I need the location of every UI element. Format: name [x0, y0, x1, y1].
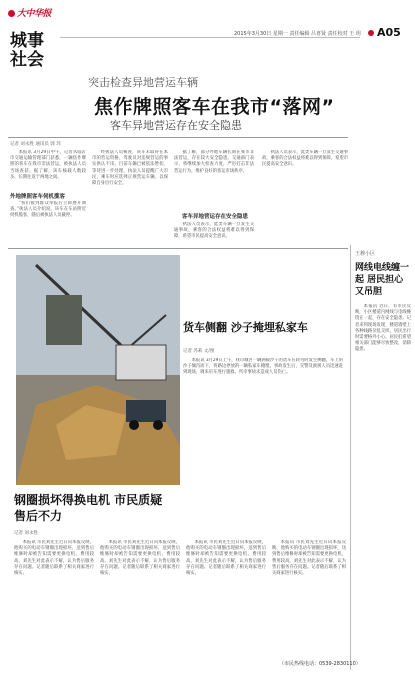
lead-column-1: 本报讯 3月29日中午，记者从临沂市交通运输管理部门获悉，一辆焦作牌照的客车在我市非法营运，被执法人员当场查获。据了解，该车核载人数较多，长期往返于两地之间。: [10, 150, 86, 180]
bottom-byline: 记者 刘永胜: [14, 531, 38, 536]
bottom-hotline: （市民热线电话：0539-2830110）: [279, 661, 361, 667]
bottom-column-3: 本报讯 市民刘先生近日向本报反映，他购买的电动车钢圈出现损坏，送到售后维修时却被告知需要更换电机，费用较高。刘先生对此表示不解，认为售后服务存在问题。记者随后联系了相关商家进行核实。: [186, 540, 266, 577]
bottom-column-1: 本报讯 市民刘先生近日向本报反映，他购买的电动车钢圈出现损坏，送到售后维修时却被告知需要更换电机，费用较高。刘先生对此表示不解，认为售后服务存在问题。记者随后联系了相关商家进行核实。: [14, 540, 94, 577]
logo-mark-icon: [8, 10, 15, 17]
page-number: A05: [368, 26, 401, 39]
lead-headline: 焦作牌照客车在我市“落网”: [94, 96, 335, 118]
photo-story-body: 本报讯 3月29日上午，我市城区一辆满载沙子的货车在转弯时发生侧翻，车上的沙子倾泻而下，将路边停放的一辆私家车掩埋。事故发生后，交警及救援人员迅速赶到现场，调来吊车进行施救。所幸事故未造成人员伤亡。: [183, 358, 343, 376]
lead-kicker: 突击检查异地营运车辆: [88, 76, 198, 89]
overturned-truck-illustration: [16, 255, 180, 485]
lead-column-2: 经执法人员核查，该车未取得在本市的营运资格，驾驶员对违规营运的事实供认不讳。目前车辆已被依法暂扣，等待进一步处理。执法人员提醒广大市民，乘车时应选择正规营运车辆，以保障自身出行安全。: [92, 150, 168, 187]
date-line: 2015年3月30日 星期一 责任编辑 吕喜贤 责任校对 王 玥: [234, 31, 361, 37]
lead-subtitle-1: 外地牌照客车伺机揽客: [10, 194, 66, 200]
photo-story-headline: 货车侧翻 沙子掩埋私家车: [183, 321, 308, 334]
lead-subtitle-2: 客车异地营运存在安全隐患: [182, 214, 249, 220]
side-editor-label: 王穆小区: [355, 251, 376, 257]
lead-column-1b: “我们接到群众举报后立即展开调查。”执法人员介绍说，该车在车站附近伺机揽客，随后被执法人员截停。: [10, 201, 86, 219]
page-dot-icon: [368, 30, 374, 36]
bottom-column-4: 本报讯 市民刘先生近日向本报反映，他购买的电动车钢圈出现损坏，送到售后维修时却被告知需要更换电机，费用较高。刘先生对此表示不解，认为售后服务存在问题。记者随后联系了相关商家进行核实。: [272, 540, 346, 577]
lead-top-rule: [8, 137, 348, 138]
newspaper-logo: 大中华报: [8, 6, 51, 19]
accident-photo: [16, 255, 180, 485]
lead-byline: 记者 刘永胜 通讯员 郭 玮: [10, 142, 61, 147]
side-body: 本报讯 近日，有市民反映，小区楼道内网线与电线缠绕在一起，存在安全隐患。记者来到现场发现，楼道墙壁上各种线路杂乱交织，居民出行时需要格外小心。居民们希望相关部门能够尽快整改，消除隐患。: [355, 304, 411, 353]
lead-column-3: 据了解，部分外地车辆长期在我市非法营运，存在较大安全隐患。交通部门表示，将继续加大检查力度，严厉打击非法营运行为，维护良好的客运市场秩序。: [174, 150, 254, 174]
lead-subhead: 客车异地营运存在安全隐患: [110, 119, 242, 132]
bottom-column-2: 本报讯 市民刘先生近日向本报反映，他购买的电动车钢圈出现损坏，送到售后维修时却被告知需要更换电机，费用较高。刘先生对此表示不解，认为售后服务存在问题。记者随后联系了相关商家进行核实。: [100, 540, 180, 577]
lead-bottom-rule: [8, 248, 348, 249]
section-title: 城事社会: [10, 31, 44, 70]
lead-column-3b: 执法人员表示，此类车辆一旦发生交通事故，乘客的合法权益将难以得到保障，希望市民提高安全意识。: [174, 222, 254, 240]
header-divider: [60, 37, 360, 38]
photo-story-byline: 记者 苏莉 文/图: [183, 349, 215, 354]
side-column-divider: [350, 245, 351, 670]
side-story: [355, 250, 411, 634]
bottom-headline: 钢圈损坏得换电机 市民质疑售后不力: [14, 493, 163, 523]
side-headline: 网线电线缠一起 居民担心又吊胆: [355, 263, 410, 297]
lead-column-4: 执法人员表示，此类车辆一旦发生交通事故，乘客的合法权益将难以得到保障，希望市民提高安全意识。: [262, 150, 348, 168]
